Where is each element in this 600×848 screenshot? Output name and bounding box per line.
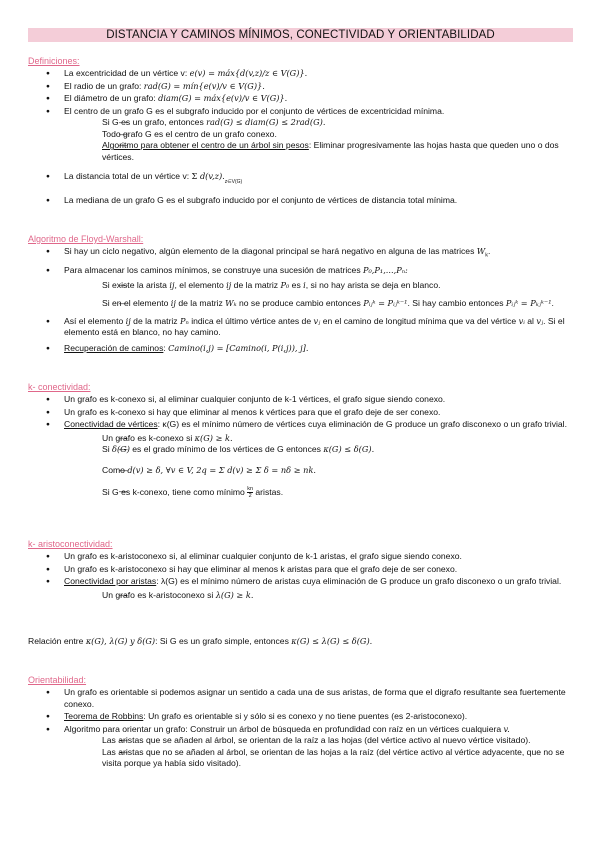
list-item: ● Un grafo es k-aristoconexo si hay que eliminar al menos k aristas para que el grafo deje de ser conexo. xyxy=(28,564,573,576)
sub-item: — Si en el elemento ij de la matriz Wₖ no se produce cambio entonces Pᵢⱼᵏ = Pᵢⱼᵏ⁻¹. Si hay cambio entonces Pᵢⱼᵏ = Pₖⱼᵏ⁻¹. xyxy=(64,298,573,309)
sub-item: — Todo grafo G es el centro de un grafo conexo. xyxy=(64,129,573,140)
page-title: DISTANCIA Y CAMINOS MÍNIMOS, CONECTIVIDAD Y ORIENTABILIDAD xyxy=(28,28,573,42)
section-floyd xyxy=(28,234,573,356)
list-item: ● El radio de un grafo: rad(G) = mín{e(v)/v ∈ V(G)}. xyxy=(28,81,573,93)
sub-item: — Si G es un grafo, entonces rad(G) ≤ diam(G) ≤ 2rad(G). xyxy=(64,117,573,128)
sub-item: — Si existe la arista ij, el elemento ij de la matriz P₀ es i, si no hay arista se deja en blanco. xyxy=(64,280,573,291)
sub-item: — Como d(v) ≥ δ, ∀v ∈ V, 2q = Σ d(v) ≥ Σ δ = nδ ≥ nk. xyxy=(64,465,573,476)
sub-item: — Algoritmo para obtener el centro de un árbol sin pesos: Eliminar progresivamente las hojas hasta que queden uno o dos vértices. xyxy=(64,140,573,163)
list-item: ● Conectividad por aristas: λ(G) es el mínimo número de aristas cuya eliminación de G produce un grafo disconexo o un grafo trivial. — Un grafo es k-aristoconexo si λ(G) ≥ k. xyxy=(28,576,573,601)
fraction: $\frac{kn}{2}$ xyxy=(247,486,254,499)
list-item: ● Un grafo es k-aristoconexo si, al eliminar cualquier conjunto de k-1 aristas, el grafo sigue siendo conexo. xyxy=(28,551,573,563)
list-item: ● La excentricidad de un vértice v: e(v) = máx{d(v,z)/z ∈ V(G)}. xyxy=(28,68,573,80)
section-kconectividad xyxy=(28,382,573,500)
list-item: ● Para almacenar los caminos mínimos, se construye una sucesión de matrices P₀,P₁,...,Pₙ: — Si existe la arista ij, el elemento ij de la matriz P₀ es i, si no hay arista se deja en blanco. — Si en el elemento ij de la matriz Wₖ no se produce cambio entonces Pᵢⱼᵏ = Pᵢⱼᵏ⁻¹. Si hay cambio entonces Pᵢⱼᵏ = Pₖⱼᵏ⁻¹. xyxy=(28,265,573,309)
list-item: ● Algoritmo para orientar un grafo: Construir un árbol de búsqueda en profundidad con raíz en un vértices cualquiera v. — Las aristas que se añaden al árbol, se orientan de la raíz a las hojas (del vértice activo al nuevo vértice visitado). — Las aristas que no se añaden al árbol, se orientan de las hojas a la raíz (del vértice activo al vértice adyacente, que no se visita porque ya había sido visitado). xyxy=(28,724,573,770)
section-heading: Algoritmo de Floyd-Warshall: xyxy=(28,234,144,244)
list-item: ● Un grafo es orientable si podemos asignar un sentido a cada una de sus aristas, de forma que el digrafo resultante sea fuertemente conexo. xyxy=(28,687,573,710)
list-item: ● Un grafo es k-conexo si hay que eliminar al menos k vértices para que el grafo deje de ser conexo. xyxy=(28,407,573,419)
sub-item: — Si δ(G) es el grado mínimo de los vértices de G entonces κ(G) ≤ δ(G). xyxy=(64,444,573,455)
section-heading: k- aristoconectividad: xyxy=(28,539,113,549)
list-item: ● La distancia total de un vértice v: Σ $d(v,z)._{z\in V(G)}$ xyxy=(28,171,573,189)
list-item: ● Teorema de Robbins: Un grafo es orientable si y sólo si es conexo y no tiene puentes (es 2-aristoconexo). xyxy=(28,711,573,723)
section-heading: Definiciones: xyxy=(28,56,80,66)
sub-item: — Si G es k-conexo, tiene como mínimo $\frac{kn}{2}$ aristas. xyxy=(64,486,573,499)
section-heading: k- conectividad: xyxy=(28,382,91,392)
list-item: ● Si hay un ciclo negativo, algún elemento de la diagonal principal se hará negativo en alguna de las matrices $W_k$. xyxy=(28,246,573,262)
list-item: ● El centro de un grafo G es el subgrafo inducido por el conjunto de vértices de excentricidad mínima. — Si G es un grafo, entonces rad(G) ≤ diam(G) ≤ 2rad(G). — Todo grafo G es el centro de un grafo conexo. — Algoritmo para obtener el centro de un árbol sin pesos: Eliminar progresivamente las hojas hasta que queden uno o dos vértices. xyxy=(28,106,573,163)
sub-item: — Las aristas que no se añaden al árbol, se orientan de las hojas a la raíz (del vértice activo al vértice adyacente, que no se visita porque ya había sido visitado). xyxy=(64,747,573,770)
section-orientabilidad xyxy=(28,675,573,771)
list-item: ● Así el elemento ij de la matriz Pₙ indica el último vértice antes de vⱼ en el camino de longitud mínima que va del vértice vᵢ al vⱼ. Si el elemento está en blanco, no hay camino. xyxy=(28,316,573,339)
list-item: ● Conectividad de vértices: κ(G) es el mínimo número de vértices cuya eliminación de G produce un grafo disconexo o un grafo trivial. — Un grafo es k-conexo si κ(G) ≥ k. — Si δ(G) es el grado mínimo de los vértices de G entonces κ(G) ≤ δ(G). — Como d(v) ≥ δ, ∀v ∈ V, 2q = Σ d(v) ≥ Σ δ = nδ ≥ nk. — Si G es k-conexo, tiene como mínimo $\frac{kn}{2}$ aristas. xyxy=(28,419,573,499)
list-item: ● Un grafo es k-conexo si, al eliminar cualquier conjunto de k-1 vértices, el grafo sigue siendo conexo. xyxy=(28,394,573,406)
relacion-paragraph: Relación entre κ(G), λ(G) y δ(G): Si G es un grafo simple, entonces κ(G) ≤ λ(G) ≤ δ(G). xyxy=(28,636,373,646)
list-item: ● La mediana de un grafo G es el subgrafo inducido por el conjunto de vértices de distancia total mínima. xyxy=(28,195,573,207)
sub-item: — Un grafo es k-aristoconexo si λ(G) ≥ k. xyxy=(64,590,573,601)
section-karistoconectividad xyxy=(28,539,573,602)
list-item: ● Recuperación de caminos: Camino(i,j) = [Camino(i, P(i,j)), j]. xyxy=(28,343,573,355)
sub-item: — Un grafo es k-conexo si κ(G) ≥ k. xyxy=(64,433,573,444)
list-item: ● El diámetro de un grafo: diam(G) = máx{e(v)/v ∈ V(G)}. xyxy=(28,93,573,105)
sub-item: — Las aristas que se añaden al árbol, se orientan de la raíz a las hojas (del vértice activo al nuevo vértice visitado). xyxy=(64,735,573,746)
section-definiciones xyxy=(28,56,573,207)
section-heading: Orientabilidad: xyxy=(28,675,87,685)
